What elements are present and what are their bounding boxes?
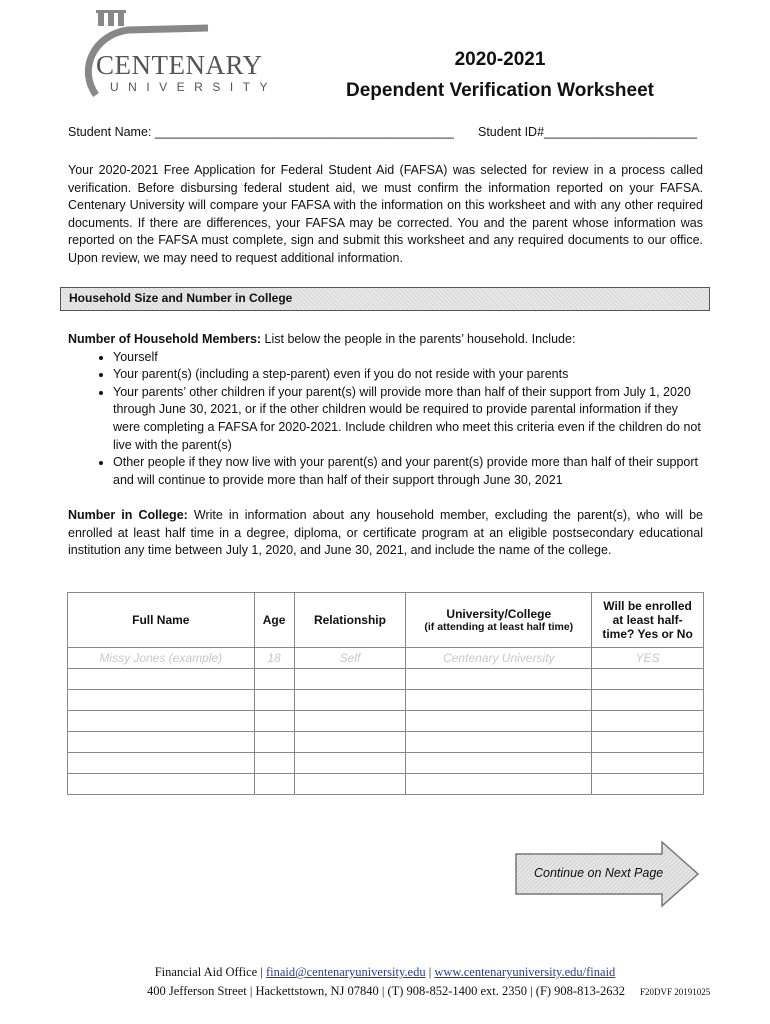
table-cell[interactable] <box>406 690 592 711</box>
logo-subtitle: UNIVERSITY <box>110 80 278 94</box>
footer-separator: | <box>425 965 435 979</box>
student-name-field[interactable]: Student Name: ___________________________________________ <box>68 125 454 139</box>
form-title: Dependent Verification Worksheet <box>346 80 654 101</box>
table-cell[interactable] <box>294 732 406 753</box>
list-item: • Other people if they now live with your parent(s) and your parent(s) provide more than half of their support and will continue to provide more than half of their support through June 30, 2021 <box>113 454 708 489</box>
household-lead-label: Number of Household Members: <box>68 332 262 346</box>
section-title: Household Size and Number in College <box>69 291 293 305</box>
header-enrolled <box>592 593 704 648</box>
table-cell[interactable] <box>254 669 294 690</box>
section-header <box>60 287 710 311</box>
table-cell[interactable] <box>592 753 704 774</box>
student-id-field[interactable]: Student ID#______________________ <box>478 125 697 139</box>
footer-contact <box>150 965 620 980</box>
table-row <box>68 669 704 690</box>
header-enrolled-line: at least half- <box>612 613 683 627</box>
email-link[interactable]: finaid@centenaryuniversity.edu <box>265 965 426 979</box>
example-enrolled[interactable]: YES <box>592 648 704 669</box>
footer-office: Financial Aid Office | <box>154 965 266 979</box>
table-cell[interactable] <box>68 753 255 774</box>
table-header-row <box>68 593 704 648</box>
table-cell[interactable] <box>406 711 592 732</box>
college-instructions <box>68 507 703 560</box>
website-link[interactable]: www.centenaryuniversity.edu/finaid <box>434 965 616 979</box>
table-cell[interactable] <box>294 711 406 732</box>
footer-address: 400 Jefferson Street | Hackettstown, NJ 07840 | (T) 908-852-1400 ext. 2350 | (F) 908-813-2632 <box>146 984 626 998</box>
header-full-name: Full Name <box>68 593 255 648</box>
header-college-label: University/College <box>446 607 552 621</box>
header-enrolled-line: Will be enrolled <box>603 599 692 613</box>
table-row <box>68 774 704 795</box>
table-cell[interactable] <box>592 669 704 690</box>
table-cell[interactable] <box>68 711 255 732</box>
table-cell[interactable] <box>406 669 592 690</box>
example-relationship[interactable]: Self <box>294 648 406 669</box>
table-cell[interactable] <box>592 690 704 711</box>
header-college <box>406 593 592 648</box>
form-code: F20DVF 20191025 <box>640 987 711 997</box>
table-cell[interactable] <box>592 711 704 732</box>
table-cell[interactable] <box>68 690 255 711</box>
table-cell[interactable] <box>254 732 294 753</box>
header-relationship: Relationship <box>294 593 406 648</box>
logo-wordmark: CENTENARY <box>96 50 263 80</box>
table-row <box>68 690 704 711</box>
continue-next-page-label[interactable]: Continue on Next Page <box>534 866 664 880</box>
table-cell[interactable] <box>254 753 294 774</box>
table-cell[interactable] <box>68 669 255 690</box>
table-cell[interactable] <box>592 774 704 795</box>
table-cell[interactable] <box>68 774 255 795</box>
table-cell[interactable] <box>68 732 255 753</box>
table-cell[interactable] <box>406 774 592 795</box>
table-cell[interactable] <box>294 753 406 774</box>
table-cell[interactable] <box>406 753 592 774</box>
household-table <box>67 592 704 795</box>
table-cell[interactable] <box>294 774 406 795</box>
table-cell[interactable] <box>592 732 704 753</box>
table-cell[interactable] <box>406 732 592 753</box>
household-lead-text: List below the people in the parents’ household. Include: <box>261 332 576 346</box>
household-list <box>68 349 708 490</box>
header-college-sub: (if attending at least half time) <box>424 621 574 633</box>
table-cell[interactable] <box>254 774 294 795</box>
table-cell[interactable] <box>294 690 406 711</box>
table-cell[interactable] <box>294 669 406 690</box>
header-enrolled-line: time? Yes or No <box>602 627 693 641</box>
list-item: • Your parent(s) (including a step-parent) even if you do not reside with your parents <box>113 366 708 384</box>
list-item: • Yourself <box>113 349 708 367</box>
intro-paragraph: Your 2020-2021 Free Application for Federal Student Aid (FAFSA) was selected for review in a process called verification. Before disbursing federal student aid, we must confirm the information reported on your FAFSA. Centenary University will compare your FAFSA with the information on this worksheet and with any other required documents. If there are differences, your FAFSA may be corrected. You and the parent whose information was reported on the FAFSA must complete, sign and submit this worksheet and any required documents to our office. Upon review, we may need to request additional information. <box>68 163 703 265</box>
example-age[interactable]: 18 <box>254 648 294 669</box>
college-text: Write in information about any household member, excluding the parent(s), who will be enrolled at least half time in a degree, diploma, or certificate program at an eligible postsecondary educational institution any time between July 1, 2020, and June 30, 2021, and include the name of the college. <box>68 508 703 558</box>
example-college[interactable]: Centenary University <box>406 648 592 669</box>
table-row-example <box>68 648 704 669</box>
table-cell[interactable] <box>254 711 294 732</box>
household-instructions <box>68 331 708 489</box>
table-row <box>68 753 704 774</box>
table-row <box>68 732 704 753</box>
header-age: Age <box>254 593 294 648</box>
form-year: 2020-2021 <box>454 49 546 70</box>
college-lead-label: Number in College: <box>68 508 188 522</box>
table-row <box>68 711 704 732</box>
list-item: • Your parents’ other children if your parent(s) will provide more than half of their support from July 1, 2020 through June 30, 2021, or if the other children would be required to provide parental information if they were completing a FAFSA for 2020-2021. Include children who meet this criteria even if the children do not live with the parent(s) <box>113 384 708 454</box>
example-name[interactable]: Missy Jones (example) <box>68 648 255 669</box>
student-info-line <box>68 125 708 139</box>
table-cell[interactable] <box>254 690 294 711</box>
